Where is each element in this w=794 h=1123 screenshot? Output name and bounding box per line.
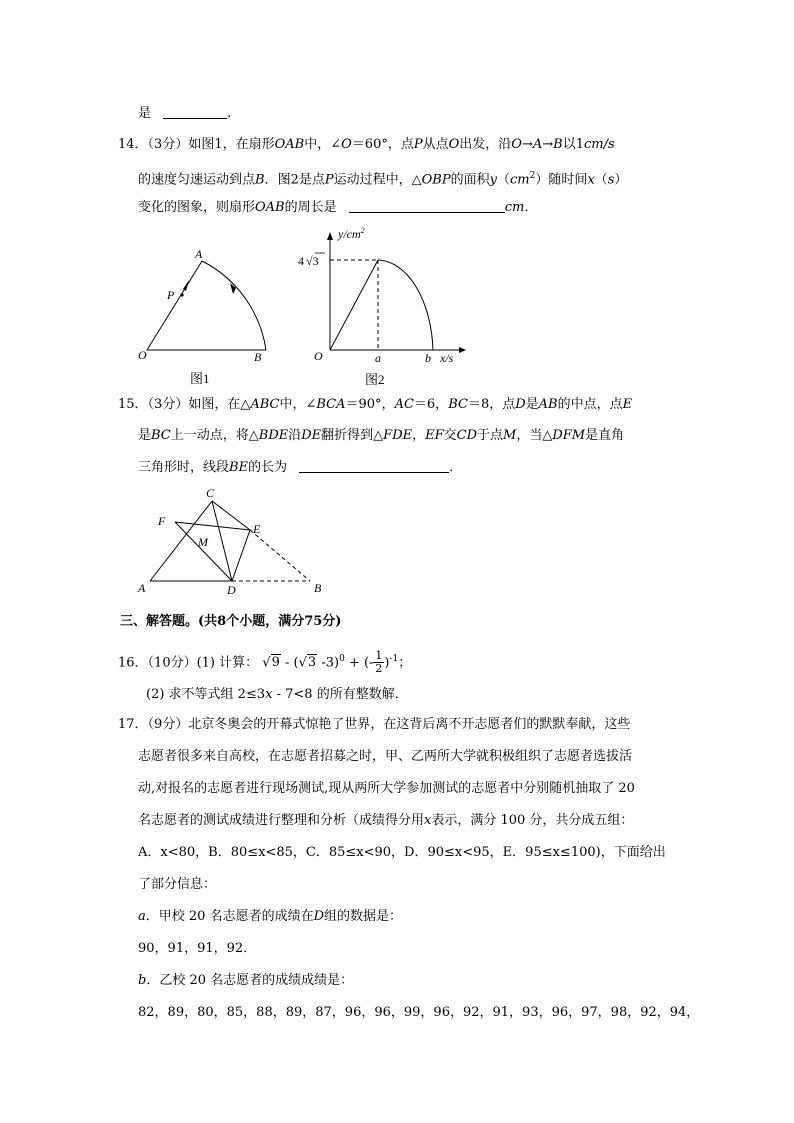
q15-label-m: M (198, 535, 208, 549)
fig1-arrow-icon (183, 280, 189, 291)
q15-figure (130, 484, 340, 599)
q15-segment-fd (175, 522, 232, 581)
q14-figure-1 (130, 240, 280, 390)
fig2-caption: 图2 (365, 372, 385, 387)
q15-segment-cd (212, 501, 232, 581)
q15-label-e: E (253, 522, 261, 536)
fig2-line-segment (330, 260, 378, 350)
q17-line6: 了部分信息： (138, 877, 217, 892)
q15-line2: 是BC上一动点，将△BDE沿DE翻折得到△FDE，EF交CD于点M，当△DFM是直角 (138, 428, 625, 443)
q15-label-d: D (227, 583, 236, 597)
fig1-arc-arrow-icon (230, 283, 236, 294)
section-3-heading: 三、解答题。(共8个小题，满分75分) (120, 614, 342, 629)
q15-segment-fe (175, 522, 250, 530)
q15-line1: 15．（3分）如图，在△ABC中，∠BCA＝90°，AC＝6，BC＝8，点D是AB的中点，点E (118, 397, 633, 412)
q13-answer-blank[interactable] (163, 104, 227, 119)
fig1-label-a: A (195, 247, 203, 261)
fig1-point-p (180, 293, 183, 296)
fig2-y-label: $y/cm^2$ (338, 226, 365, 241)
q15-label-c: C (206, 486, 215, 500)
fig2-y-arrow-icon (327, 232, 333, 240)
q17-line5: A．x<80，B．80≤x<85，C．85≤x<90，D．90≤x<95，E．95≤x≤100)，下面给出 (138, 845, 666, 860)
fig1-label-o: O (138, 348, 147, 362)
q15-segment-ed (232, 530, 250, 581)
q14-line2: 的速度匀速运动到点B．图2是点P运动过程中，△OBP的面积$y(cm^2)$随时间x（s） (138, 171, 628, 188)
q16-fraction: $\frac{1}{2}$ (375, 649, 383, 676)
q14-line3: 变化的图象，则扇形OAB的周长是 cm． (138, 200, 538, 215)
fig1-arc-ab (202, 261, 266, 350)
fig2-x-arrow-icon (459, 347, 466, 353)
q14-figure-2 (280, 222, 480, 392)
fig2-label-b: b (425, 351, 431, 365)
q15-label-f: F (158, 514, 166, 528)
q15-line3: 三角形时，线段BE的长为 ． (138, 460, 463, 475)
fig2-label-o: O (314, 349, 323, 363)
fig1-segment-oa (147, 261, 202, 350)
fig2-x-label: x/s (440, 351, 454, 365)
fig1-caption: 图1 (190, 371, 210, 386)
q17-info-b-data: 82，89，80，85，88，89，87，96，96，99，96，92，91，93，96，97，98，92，94， (138, 1005, 700, 1020)
q17-line3: 动,对报名的志愿者进行现场测试,现从两所大学参加测试的志愿者中分别随机抽取了 20 (138, 781, 635, 796)
q13-tail: 是 . (138, 106, 232, 121)
q15-segment-eb-dashed (250, 530, 310, 581)
q15-label-a: A (138, 581, 146, 595)
q17-info-a: a．甲校 20 名志愿者的成绩在D组的数据是： (138, 909, 403, 924)
fig1-label-b: B (254, 350, 262, 364)
q15-answer-blank[interactable] (299, 458, 449, 473)
q14-line1: 14．（3分）如图1，在扇形OAB中，∠O＝60°，点P从点O出发，沿O→A→B以1cm/s (118, 137, 615, 152)
fig2-arc (378, 260, 433, 350)
q17-line2: 志愿者很多来自高校，在志愿者招募之时，甲、乙两所大学就积极组织了志愿者选拔活 (138, 749, 633, 764)
q17-line1: 17．（9分）北京冬奥会的开幕式惊艳了世界，在这背后离不开志愿者们的默默奉献，这些 (118, 717, 631, 732)
q17-info-a-data: 90，91，91，92． (138, 941, 257, 956)
q16-part1: 16．（10分）(1) 计算： √9 - (√3 -3)$^0$ + (- $\frac{1}{2}$ )$^{-1}$； (118, 649, 412, 676)
fig2-label-a: a (375, 351, 381, 365)
fig1-label-p: P (167, 288, 175, 302)
q15-label-b: B (314, 581, 322, 595)
q17-info-b: b．乙校 20 名志愿者的成绩成绩是： (138, 973, 354, 988)
q17-line4: 名志愿者的测试成绩进行整理和分析（成绩得分用x表示，满分 100 分，共分成五组： (138, 813, 634, 828)
q14-answer-blank[interactable] (349, 198, 505, 213)
fig2-y-value: 4 √3 (298, 254, 319, 268)
q16-part2: (2) 求不等式组 2≤3x - 7<8 的所有整数解． (146, 687, 408, 702)
